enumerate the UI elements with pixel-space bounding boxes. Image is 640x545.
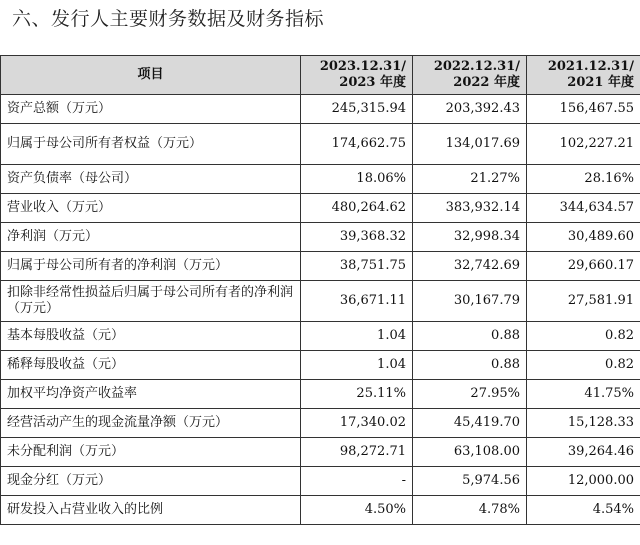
row-value: 134,017.69: [413, 124, 527, 165]
row-value: 5,974.56: [413, 467, 527, 496]
row-label: 现金分红（万元）: [1, 467, 301, 496]
row-value: 1.04: [301, 351, 413, 380]
row-value: 156,467.55: [527, 95, 640, 124]
row-value: 28.16%: [527, 165, 640, 194]
table-row: [1, 165, 640, 194]
header-year-date: 2022.12.31/: [433, 59, 520, 74]
row-label: 归属于母公司所有者的净利润（万元）: [1, 252, 301, 281]
row-label: 归属于母公司所有者权益（万元）: [1, 124, 301, 165]
table-row: [1, 438, 640, 467]
row-label: 经营活动产生的现金流量净额（万元）: [1, 409, 301, 438]
row-value: 102,227.21: [527, 124, 640, 165]
row-value: 38,751.75: [301, 252, 413, 281]
row-value: 98,272.71: [301, 438, 413, 467]
table-header-row: [1, 56, 640, 95]
row-value: 25.11%: [301, 380, 413, 409]
row-value: 17,340.02: [301, 409, 413, 438]
row-value: -: [301, 467, 413, 496]
table-row: [1, 380, 640, 409]
row-value: 45,419.70: [413, 409, 527, 438]
row-label: 净利润（万元）: [1, 223, 301, 252]
row-value: 383,932.14: [413, 194, 527, 223]
row-value: 4.54%: [527, 496, 640, 525]
table-row: [1, 322, 640, 351]
row-label: 资产总额（万元）: [1, 95, 301, 124]
header-year-label: 2022 年度: [453, 75, 520, 90]
row-value: 27,581.91: [527, 281, 640, 322]
row-value: 29,660.17: [527, 252, 640, 281]
header-year-2021: [527, 56, 640, 95]
table-row: [1, 496, 640, 525]
row-value: 0.88: [413, 322, 527, 351]
table-row: [1, 281, 640, 322]
table-row: [1, 95, 640, 124]
table-row: [1, 351, 640, 380]
row-label: 加权平均净资产收益率: [1, 380, 301, 409]
table-row: [1, 409, 640, 438]
row-label: 未分配利润（万元）: [1, 438, 301, 467]
row-value: 63,108.00: [413, 438, 527, 467]
row-label: 稀释每股收益（元）: [1, 351, 301, 380]
section-heading: 六、发行人主要财务数据及财务指标: [12, 8, 325, 30]
row-value: 39,264.46: [527, 438, 640, 467]
row-value: 21.27%: [413, 165, 527, 194]
row-value: 4.78%: [413, 496, 527, 525]
row-value: 41.75%: [527, 380, 640, 409]
row-label: 资产负债率（母公司）: [1, 165, 301, 194]
row-value: 15,128.33: [527, 409, 640, 438]
header-year-label: 2023 年度: [339, 75, 406, 90]
header-year-2023: [301, 56, 413, 95]
row-value: 32,742.69: [413, 252, 527, 281]
header-year-date: 2023.12.31/: [319, 59, 406, 74]
row-value: 1.04: [301, 322, 413, 351]
row-value: 344,634.57: [527, 194, 640, 223]
table-row: [1, 467, 640, 496]
row-value: 480,264.62: [301, 194, 413, 223]
header-year-2022: [413, 56, 527, 95]
table-row: [1, 252, 640, 281]
row-value: 18.06%: [301, 165, 413, 194]
row-value: 30,167.79: [413, 281, 527, 322]
row-value: 203,392.43: [413, 95, 527, 124]
row-value: 30,489.60: [527, 223, 640, 252]
row-value: 174,662.75: [301, 124, 413, 165]
row-value: 27.95%: [413, 380, 527, 409]
table-row: [1, 194, 640, 223]
row-value: 0.82: [527, 351, 640, 380]
header-year-label: 2021 年度: [567, 75, 634, 90]
row-value: 4.50%: [301, 496, 413, 525]
row-label: 营业收入（万元）: [1, 194, 301, 223]
row-value: 0.82: [527, 322, 640, 351]
row-value: 0.88: [413, 351, 527, 380]
header-item: 项目: [1, 56, 301, 95]
financial-data-table: [0, 55, 640, 525]
row-label: 基本每股收益（元）: [1, 322, 301, 351]
row-value: 32,998.34: [413, 223, 527, 252]
row-label: 研发投入占营业收入的比例: [1, 496, 301, 525]
row-value: 12,000.00: [527, 467, 640, 496]
row-value: 36,671.11: [301, 281, 413, 322]
header-year-date: 2021.12.31/: [547, 59, 634, 74]
table-row: [1, 124, 640, 165]
row-label: 扣除非经常性损益后归属于母公司所有者的净利润（万元）: [1, 281, 301, 322]
row-value: 245,315.94: [301, 95, 413, 124]
table-row: [1, 223, 640, 252]
row-value: 39,368.32: [301, 223, 413, 252]
